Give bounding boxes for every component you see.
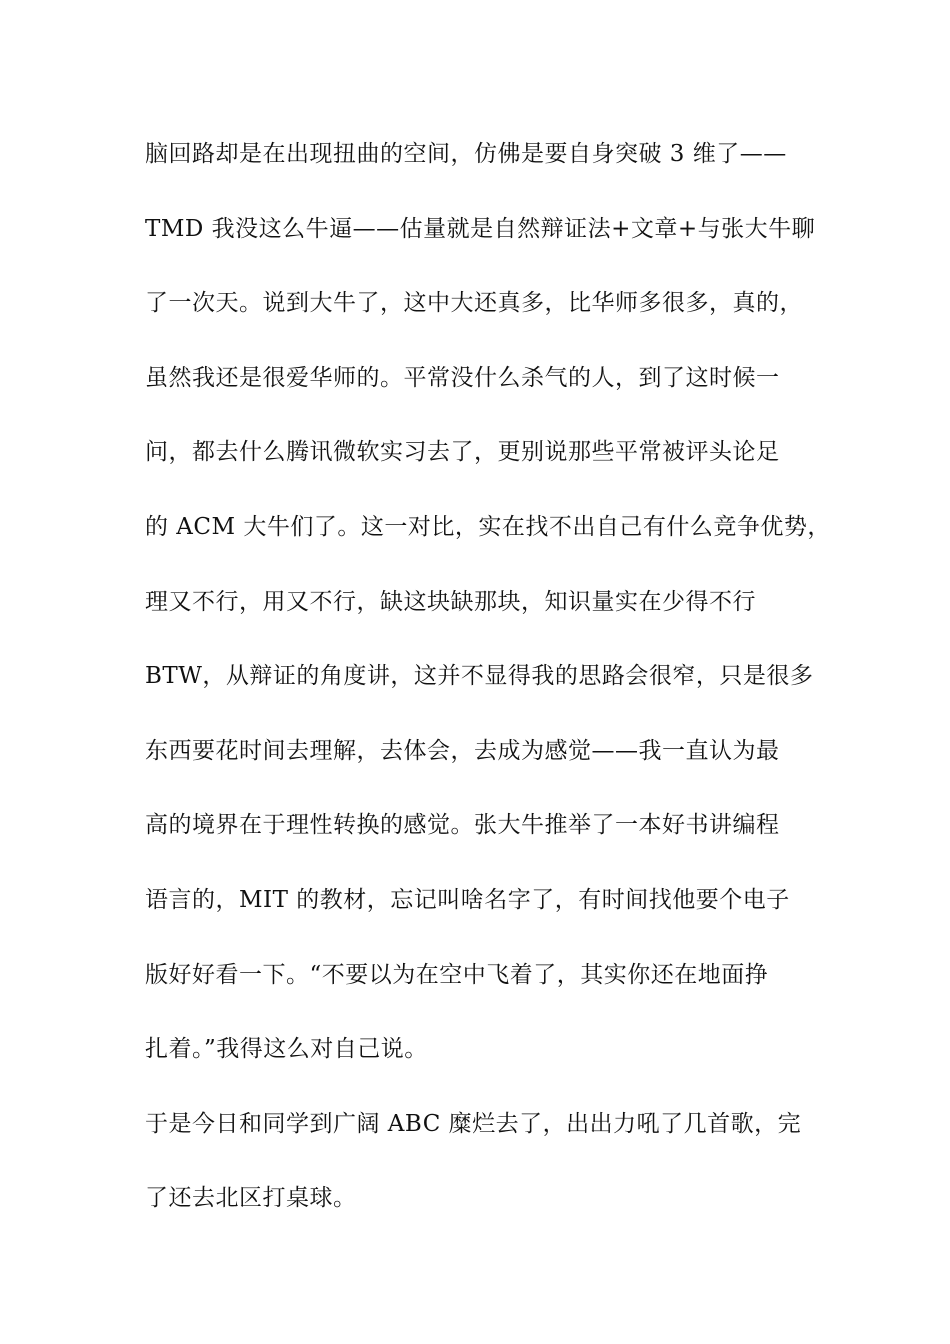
document-body <box>145 131 831 1250</box>
text-line: 了还去北区打桌球。 <box>145 1185 357 1212</box>
text-line: 的 ACM 大牛们了。这一对比，实在找不出自己有什么竞争优势， <box>145 513 831 540</box>
text-line: 虽然我还是很爱华师的。平常没什么杀气的人，到了这时候一 <box>145 364 780 391</box>
text-line: 理又不行，用又不行，缺这块缺那块，知识量实在少得不行 <box>145 588 756 615</box>
text-line: TMD 我没这么牛逼——估量就是自然辩证法+文章+与张大牛聊 <box>145 215 816 242</box>
text-line: 东西要花时间去理解，去体会，去成为感觉——我一直认为最 <box>145 737 780 764</box>
paragraph-1 <box>145 131 831 1101</box>
paragraph-2 <box>145 1101 815 1250</box>
text-line: 问，都去什么腾讯微软实习去了，更别说那些平常被评头论足 <box>145 439 780 466</box>
text-line: 高的境界在于理性转换的感觉。张大牛推举了一本好书讲编程 <box>145 812 780 839</box>
text-line: 了一次天。说到大牛了，这中大还真多，比华师多很多，真的， <box>145 290 803 317</box>
text-line: 于是今日和同学到广阔 ABC 糜烂去了，出出力吼了几首歌，完 <box>145 1110 802 1137</box>
text-line: 版好好看一下。“不要以为在空中飞着了，其实你还在地面挣 <box>145 961 769 988</box>
text-line: 语言的，MIT 的教材，忘记叫啥名字了，有时间找他要个电子 <box>145 886 790 913</box>
text-line: 脑回路却是在出现扭曲的空间，仿佛是要自身突破 3 维了—— <box>145 141 787 167</box>
text-line: 扎着。”我得这么对自己说。 <box>145 1036 428 1063</box>
text-line: BTW，从辩证的角度讲，这并不显得我的思路会很窄，只是很多 <box>145 663 814 690</box>
